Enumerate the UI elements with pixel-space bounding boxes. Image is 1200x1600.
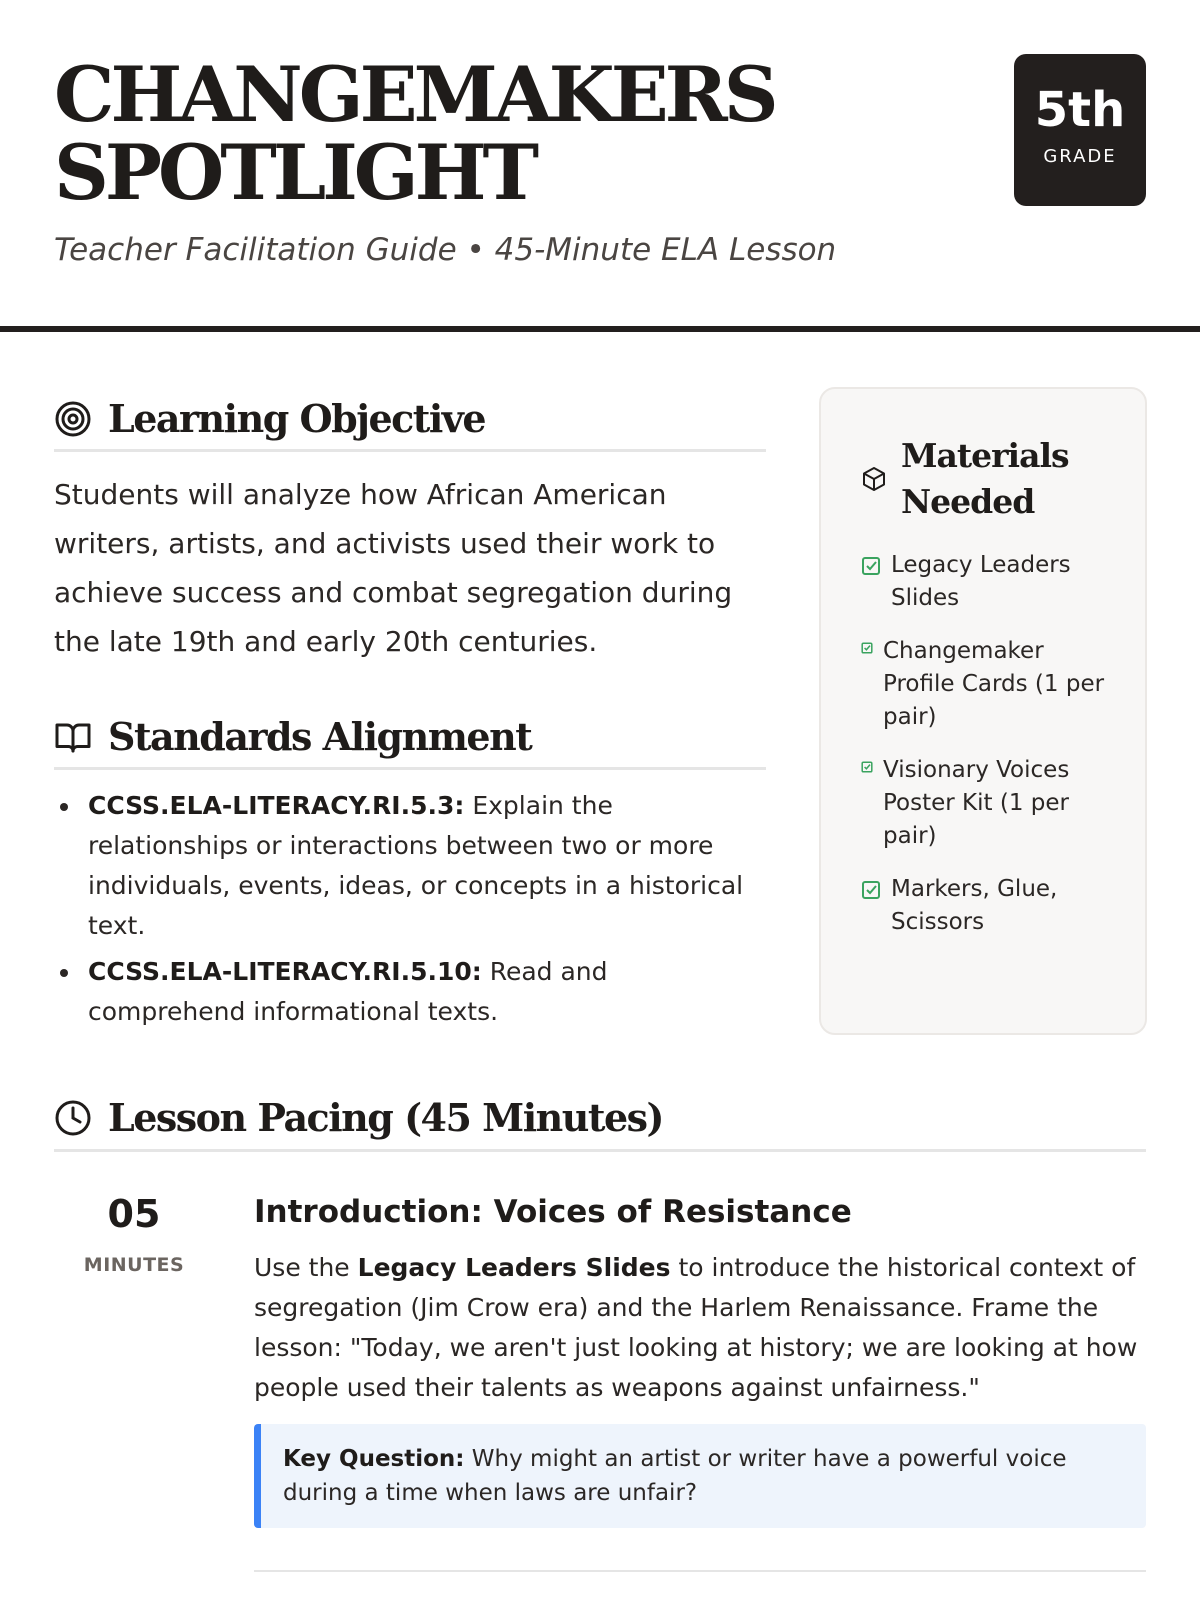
check-square-icon [861, 556, 881, 576]
check-square-icon [861, 880, 881, 900]
grade-number: 5th [1034, 82, 1126, 138]
objective-text: Students will analyze how African American writers, artists, and activists used their work to achieve success and combat segregation during the late 19th and early 20th centuries. [54, 478, 733, 658]
clock-icon [54, 1099, 92, 1137]
material-label: Changemaker Profile Cards (1 per pair) [883, 638, 1105, 730]
standard-text: Read and comprehend informational texts. [88, 957, 608, 1026]
objective-heading [54, 388, 766, 452]
step-text-before: Use the [254, 1253, 358, 1282]
materials-heading [861, 433, 1081, 525]
page-subtitle: Teacher Facilitation Guide • 45-Minute ELA Lesson [54, 232, 837, 268]
grade-label: GRADE [1043, 146, 1117, 167]
standard-item [54, 952, 770, 1032]
page-header [54, 50, 1146, 276]
standards-list [54, 786, 770, 1038]
material-label: Markers, Glue, Scissors [891, 876, 1058, 935]
standards-heading [54, 706, 766, 770]
step-body [254, 1192, 1146, 1528]
page-title [54, 50, 1146, 217]
material-label: Legacy Leaders Slides [891, 552, 1071, 611]
pacing-heading [54, 1086, 1146, 1152]
callout-text: Why might an artist or writer have a powerful voice during a time when laws are unfair? [283, 1446, 1067, 1506]
materials-title: Materials Needed [901, 436, 1069, 521]
material-item [861, 873, 1121, 939]
title-line-1: CHANGEMAKERS [54, 50, 775, 139]
check-square-icon [861, 761, 873, 773]
pacing-title: Lesson Pacing (45 Minutes) [108, 1095, 664, 1140]
standard-code: CCSS.ELA-LITERACY.RI.5.10: [88, 957, 482, 986]
step-text-bold: Legacy Leaders Slides [357, 1253, 671, 1282]
standards-title: Standards Alignment [108, 714, 532, 759]
box-icon [861, 466, 887, 492]
step-text-after: to introduce the historical context of segregation (Jim Crow era) and the Harlem Renaissance. Frame the lesson: "Today, we aren't just looking at history; we are looking at how people used their talents as weapons against unfairness." [254, 1253, 1138, 1402]
materials-list [861, 549, 1121, 959]
grade-badge [1014, 54, 1146, 206]
step-minutes: 05 [107, 1192, 161, 1236]
book-icon [54, 718, 92, 756]
material-item [861, 635, 1121, 734]
standard-item [54, 786, 770, 946]
check-square-icon [861, 642, 873, 654]
standard-code: CCSS.ELA-LITERACY.RI.5.3: [88, 791, 465, 820]
step-minutes-label: MINUTES [83, 1254, 185, 1276]
step-title: Introduction: Voices of Resistance [254, 1194, 852, 1230]
key-question-callout [254, 1424, 1146, 1528]
step-description [254, 1248, 1146, 1408]
title-line-2: SPOTLIGHT [54, 128, 536, 217]
material-label: Visionary Voices Poster Kit (1 per pair) [883, 757, 1070, 849]
material-item [861, 549, 1121, 615]
header-divider [0, 326, 1200, 332]
standard-text: Explain the relationships or interactions between two or more individuals, events, ideas, or concepts in a historical text. [88, 791, 744, 940]
objective-title: Learning Objective [108, 396, 486, 441]
target-icon [54, 400, 92, 438]
callout-label: Key Question: [283, 1446, 465, 1472]
material-item [861, 754, 1121, 853]
materials-panel [819, 387, 1147, 1035]
step-divider [254, 1570, 1146, 1572]
